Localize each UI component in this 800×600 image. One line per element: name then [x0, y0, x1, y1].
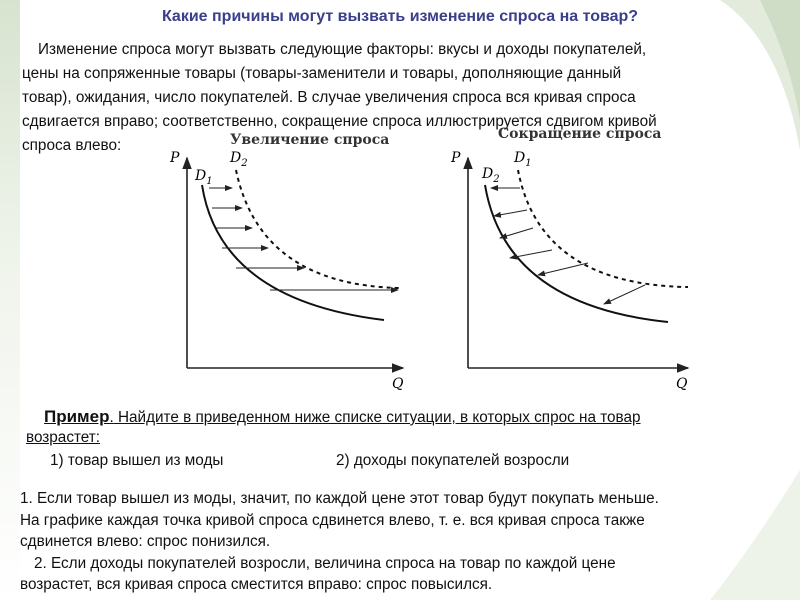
curve-label-d2: $D_2$: [230, 150, 248, 169]
shift-arrows-right: [209, 188, 398, 290]
intro-line: Изменение спроса могут вызвать следующие факторы: вкусы и доходы покупателей,: [38, 41, 647, 58]
example-block: [26, 407, 746, 448]
option-1: [26, 452, 223, 470]
graph-increase-heading: Увеличение спроса: [230, 132, 390, 148]
curve-label-d1: $D_1$: [195, 168, 213, 187]
curve-label-d1: $D_1$: [514, 150, 532, 169]
x-axis-label: Q: [392, 376, 404, 392]
answer-line: На графике каждая точка кривой спроса сдвинется влево, т. е. вся кривая спроса также: [20, 511, 645, 529]
demand-curve-d1: [518, 170, 688, 287]
answer-line: возрастет, вся кривая спроса сместится вправо: спрос повысился.: [20, 576, 493, 593]
option-1-text: 1) товар вышел из моды: [50, 452, 224, 469]
y-axis-label: P: [170, 150, 180, 166]
answer-line: 2. Если доходы покупателей возросли, величина спроса на товар по каждой цене: [34, 554, 616, 572]
shift-arrows-left: [491, 188, 645, 304]
answers-block: [20, 488, 760, 596]
demand-curve-d2: [236, 170, 400, 288]
intro-line: товар), ожидания, число покупателей. В случае увеличения спроса вся кривая спроса: [22, 89, 636, 106]
intro-line: сдвигается вправо; соответственно, сокращение спроса иллюстрируется сдвигом кривой: [22, 113, 657, 130]
example-dot: .: [109, 409, 114, 426]
intro-line: цены на сопряженные товары (товары-заменители и товары, дополняющие данный: [22, 65, 622, 82]
example-question-a: Найдите в приведенном ниже списке ситуации, в которых спрос на товар: [113, 409, 641, 426]
y-axis-label: P: [451, 150, 461, 166]
intro-line: спроса влево:: [22, 137, 122, 154]
curve-label-d2: $D_2$: [482, 166, 500, 185]
answer-line: 1. Если товар вышел из моды, значит, по каждой цене этот товар будут покупать меньше.: [20, 490, 659, 507]
page-title: Какие причины могут вызвать изменение спроса на товар?: [161, 8, 639, 25]
example-question: [44, 409, 641, 426]
answer-line: сдвинется влево: спрос понизился.: [20, 533, 271, 550]
graph-decrease: [450, 126, 688, 392]
graph-decrease-heading: Сокращение спроса: [498, 126, 662, 142]
example-question-b: возрастет:: [26, 429, 101, 446]
graph-increase: [169, 132, 404, 392]
demand-curve-d1: [202, 185, 384, 320]
option-2: 2) доходы покупателей возросли: [336, 452, 570, 469]
x-axis-label: Q: [676, 376, 688, 392]
demand-curve-d2: [485, 185, 668, 322]
example-label: Пример: [44, 407, 110, 426]
